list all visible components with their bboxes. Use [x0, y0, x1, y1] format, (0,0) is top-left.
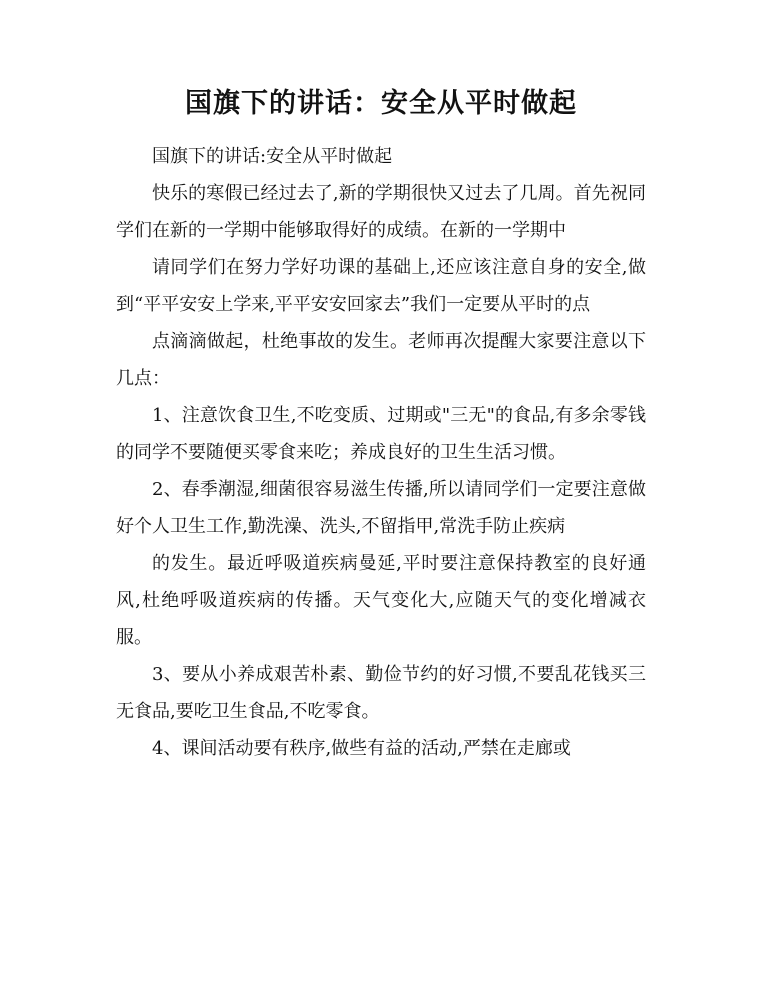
paragraph: 的发生。最近呼吸道疾病曼延,平时要注意保持教室的良好通风,杜绝呼吸道疾病的传播。天气变化大,应随天气的变化增减衣服。 — [116, 553, 646, 648]
document-title: 国旗下的讲话：安全从平时做起 — [185, 88, 577, 119]
paragraph: 2、春季潮湿,细菌很容易滋生传播,所以请同学们一定要注意做好个人卫生工作,勤洗澡、洗头,不留指甲,常洗手防止疾病 — [116, 479, 646, 537]
paragraph: 3、要从小养成艰苦朴素、勤俭节约的好习惯,不要乱花钱买三无食品,要吃卫生食品,不吃零食。 — [116, 664, 646, 722]
paragraph: 国旗下的讲话:安全从平时做起 — [152, 146, 393, 167]
paragraph: 点滴滴做起，杜绝事故的发生。老师再次提醒大家要注意以下几点： — [116, 331, 646, 389]
paragraph: 4、课间活动要有秩序,做些有益的活动,严禁在走廊或 — [152, 738, 571, 759]
paragraph: 请同学们在努力学好功课的基础上,还应该注意自身的安全,做到“平平安安上学来,平平安安回家去”我们一定要从平时的点 — [116, 257, 646, 315]
paragraph: 1、注意饮食卫生,不吃变质、过期或"三无"的食品,有多余零钱的同学不要随便买零食来吃；养成良好的卫生生活习惯。 — [116, 405, 646, 463]
paragraph: 快乐的寒假已经过去了,新的学期很快又过去了几周。首先祝同学们在新的一学期中能够取得好的成绩。在新的一学期中 — [116, 183, 646, 241]
